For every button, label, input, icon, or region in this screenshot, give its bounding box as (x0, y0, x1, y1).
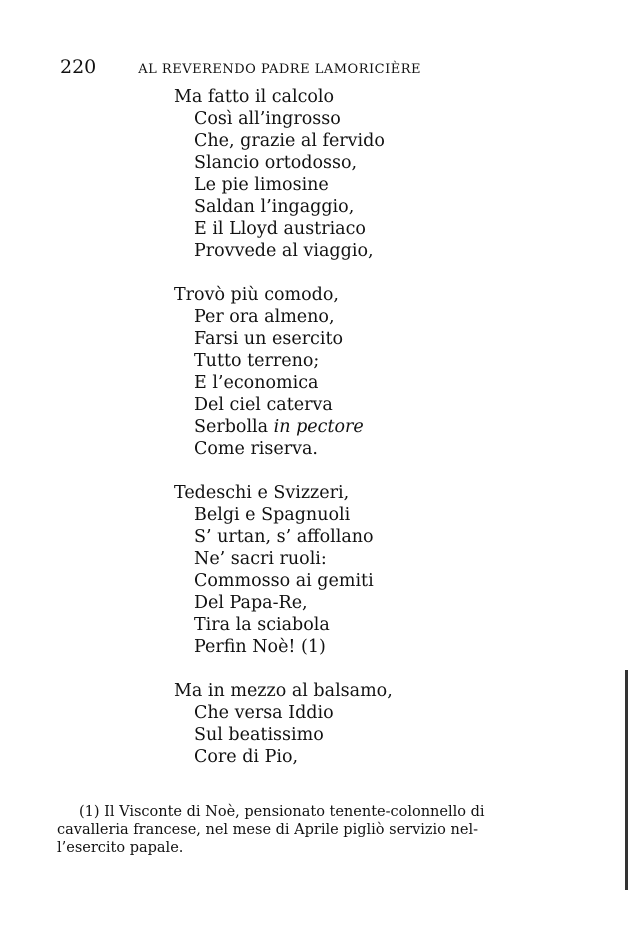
poem-line: Commosso ai gemiti (194, 571, 374, 591)
stanza-1 (174, 86, 393, 262)
poem-line: Ma in mezzo al balsamo, (174, 681, 393, 701)
poem-line: Slancio ortodosso, (194, 153, 358, 173)
poem-line: Del ciel caterva (194, 395, 333, 415)
footnote-line: cavalleria francese, nel mese di Aprile pigliò servizio nel- (57, 822, 478, 838)
poem-line: Le pie limosine (194, 175, 329, 195)
poem-line: Sul beatissimo (194, 725, 324, 745)
footnote (57, 803, 505, 857)
page-number: 220 (60, 56, 97, 78)
running-title: AL REVERENDO PADRE LAMORICIÈRE (138, 62, 421, 77)
poem-line: Ne’ sacri ruoli: (194, 549, 327, 569)
poem-line: Tedeschi e Svizzeri, (174, 483, 350, 503)
italic-phrase: in pectore (273, 417, 364, 437)
poem-line: Tira la sciabola (194, 615, 330, 635)
poem-line: Del Papa-Re, (194, 593, 308, 613)
poem-line: Trovò più comodo, (174, 285, 339, 305)
poem-line: Serbolla (194, 417, 269, 437)
poem-line: Perfin Noè! (1) (194, 637, 326, 657)
poem-line: Tutto terreno; (194, 351, 320, 371)
stanza-2 (174, 284, 393, 460)
footnote-line: (1) Il Visconte di Noè, pensionato tenente-colonnello di (79, 804, 485, 820)
poem-line: Così all’ingrosso (194, 109, 341, 129)
footnote-line: l’esercito papale. (57, 840, 184, 856)
poem-line-italic (174, 416, 393, 438)
poem-line: E l’economica (194, 373, 319, 393)
poem-line: Saldan l’ingaggio, (194, 197, 355, 217)
stanza-4 (174, 680, 393, 768)
poem-line: Farsi un esercito (194, 329, 344, 349)
poem-line: Per ora almeno, (194, 307, 335, 327)
page-header (60, 56, 450, 78)
poem-line: Come riserva. (194, 439, 318, 459)
poem-line: Ma fatto il calcolo (174, 87, 335, 107)
stanza-3 (174, 482, 393, 658)
poem-line: Belgi e Spagnuoli (194, 505, 351, 525)
poem-line: Che, grazie al fervido (194, 131, 385, 151)
poem-line: Core di Pio, (194, 747, 299, 767)
poem-line: Provvede al viaggio, (194, 241, 374, 261)
poem-line: S’ urtan, s’ affollano (194, 527, 374, 547)
poem-line: E il Lloyd austriaco (194, 219, 366, 239)
poem-line: Che versa Iddio (194, 703, 334, 723)
poem (174, 86, 393, 790)
